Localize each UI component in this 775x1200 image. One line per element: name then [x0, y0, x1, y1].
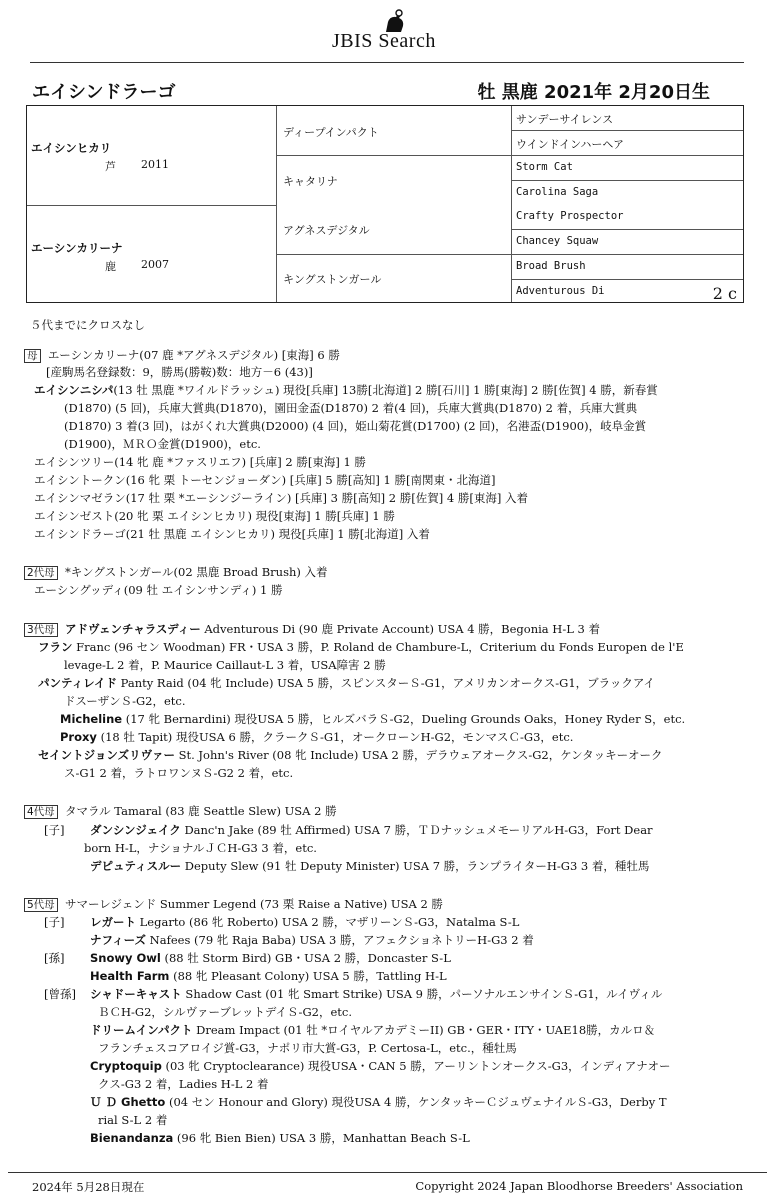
sire-year: 2011	[141, 158, 169, 171]
entry-detail: Legarto (86 牝 Roberto) USA 2 勝，マザリーンＳ-G3，Natalma S-L	[136, 915, 520, 929]
sire-name: エイシンヒカリ	[31, 141, 112, 155]
section-label-gen2dam: 2代母	[24, 566, 58, 580]
jbis-logo[interactable]	[326, 6, 466, 54]
dam-name: エーシンカリーナ	[31, 241, 123, 255]
entry-detail: フランチェスコアロイジ賞-G3，ナポリ市大賞-G3，P. Certosa-L，etc.，種牡馬	[98, 1041, 517, 1055]
entry-detail: ＢＣH-G2，シルヴァーブレットデイＳ-G2，etc.	[98, 1005, 352, 1019]
gen2-sire-dam: キャタリナ	[283, 175, 338, 188]
offspring-detail: (13 牡 黒鹿 *ワイルドラッシュ) 現役[兵庫] 13勝[北海道] 2 勝[石川] 1 勝[東海] 2 勝[佐賀] 4 勝，新春賞	[113, 383, 658, 397]
entry-detail: (88 牡 Storm Bird) GB・USA 2 勝，Doncaster S-L	[160, 951, 451, 965]
entry-name: Micheline	[60, 712, 123, 726]
gen3-2: ウインドインハーヘア	[516, 138, 625, 151]
entry-name: Proxy	[60, 730, 97, 744]
entry-detail: Danc'n Jake (89 牡 Affirmed) USA 7 勝，ＴＤナッシュメモーリアルH-G3，Fort Dear	[180, 823, 653, 837]
entry-detail: クス-G3 2 着，Ladies H-L 2 着	[98, 1077, 269, 1091]
dam-stats: [産駒馬名登録数：9，勝馬(勝鞍)数：地方－6 (43)]	[46, 365, 313, 379]
gen3dam-detail: Adventurous Di (90 鹿 Private Account) USA 4 勝，Begonia H-L 3 着	[200, 622, 600, 636]
gen2-dam-dam: キングストンガール	[283, 273, 382, 286]
gen3-8: Adventurous Di	[516, 285, 605, 297]
offspring-line: エイシンゼスト(20 牝 栗 エイシンヒカリ) 現役[東海] 1 勝[兵庫] 1 勝	[34, 509, 395, 523]
entry-detail: (04 セン Honour and Glory) 現役USA 4 勝，ケンタッキーＣジュヴェナイルＳ-G3，Derby T	[165, 1095, 667, 1109]
entry-detail: Nafees (79 牝 Raja Baba) USA 3 勝，アフェクショネトリーH-G3 2 着	[146, 933, 534, 947]
entry-name: デピュティスルー	[90, 859, 182, 873]
entry-detail: levage-L 2 着，P. Maurice Caillaut-L 3 着，USA障害 2 勝	[64, 658, 386, 672]
offspring-line: エイシントークン(16 牝 栗 トーセンジョーダン) [兵庫] 5 勝[高知] 1 勝[南関東・北海道]	[34, 473, 496, 487]
entry-detail: born H-L，ナショナルＪＣH-G3 3 着，etc.	[84, 841, 317, 855]
dam-line: エーシンカリーナ(07 鹿 *アグネスデジタル) [東海] 6 勝	[47, 348, 340, 362]
dam-cell	[27, 205, 277, 302]
section-label-gen3dam: 3代母	[24, 623, 58, 637]
cross-mark: 2 c	[712, 284, 737, 303]
relation-label: [子]	[44, 915, 65, 929]
row-divider	[277, 254, 743, 255]
entry-name: Health Farm	[90, 969, 170, 983]
entry-detail: (18 牡 Tapit) 現役USA 6 勝，クラークＳ-G1，オークローンH-G2，モンマスＣ-G3，etc.	[96, 730, 574, 744]
row-divider	[512, 279, 743, 280]
footer-copyright: Copyright 2024 Japan Bloodhorse Breeders' Association	[415, 1179, 743, 1193]
entry-detail: (96 牝 Bien Bien) USA 3 勝，Manhattan Beach S-L	[173, 1131, 470, 1145]
relation-label: [曾孫]	[44, 987, 76, 1001]
gen3-7: Broad Brush	[516, 260, 586, 272]
cross-note: ５代までにクロスなし	[30, 318, 145, 332]
section-label-gen5dam: 5代母	[24, 898, 58, 912]
entry-detail: ス-G1 2 着，ラトロワンヌＳ-G2 2 着，etc.	[64, 766, 294, 780]
offspring-name: エイシンニシパ	[34, 383, 114, 397]
horse-title	[32, 78, 744, 104]
row-divider	[512, 180, 743, 181]
row-divider	[512, 229, 743, 230]
gen3-6: Chancey Squaw	[516, 235, 599, 247]
sire-cell	[27, 106, 277, 205]
entry-name: ダンシンジェイク	[90, 823, 181, 837]
dam-year: 2007	[141, 258, 169, 271]
entry-name: レガート	[90, 915, 136, 929]
section-label-gen4dam: 4代母	[24, 805, 58, 819]
entry-detail: Franc (96 セン Woodman) FR・USA 3 勝，P. Roland de Chambure-L，Criterium du Fonds Europen de l'E	[72, 640, 684, 654]
entry-name: ナフィーズ	[90, 933, 147, 947]
gen3-5: Crafty Prospector	[516, 210, 624, 222]
gen2-sire-sire: ディープインパクト	[283, 126, 379, 139]
entry-detail: Shadow Cast (01 牝 Smart Strike) USA 9 勝，パーソナルエンサインＳ-G1，ルイヴィル	[181, 987, 663, 1001]
logo-text: JBIS Search	[332, 30, 436, 52]
entry-detail: (03 牝 Cryptoclearance) 現役USA・CAN 5 勝，アーリントンオークス-G3，インディアナオー	[161, 1059, 671, 1073]
entry-detail: Deputy Slew (91 牡 Deputy Minister) USA 7 勝，ランプライターH-G3 3 着，種牡馬	[181, 859, 650, 873]
entry-detail: ドスーザンＳ-G2，etc.	[64, 694, 186, 708]
entry-name: Bienandanza	[90, 1131, 174, 1145]
offspring-line: エイシンマゼラン(17 牡 栗 *エーシンジーライン) [兵庫] 3 勝[高知] 2 勝[佐賀] 4 勝[東海] 入着	[34, 491, 528, 505]
pedigree-table	[26, 105, 744, 303]
entry-detail: (17 牝 Bernardini) 現役USA 5 勝，ヒルズバラＳ-G2，Dueling Grounds Oaks，Honey Ryder S，etc.	[122, 712, 686, 726]
relation-label: [孫]	[44, 951, 65, 965]
offspring-detail: (D1900)，ＭＲＯ金賞(D1900)，etc.	[64, 437, 261, 451]
footer-date: 2024年 5月28日現在	[32, 1180, 145, 1194]
entry-detail: (88 牝 Pleasant Colony) USA 5 勝，Tattling H-L	[169, 969, 447, 983]
sire-color: 芦	[105, 160, 116, 173]
entry-name: セイントジョンズリヴァー	[38, 748, 175, 762]
offspring-detail: (D1870) (5 回)，兵庫大賞典(D1870)，園田金盃(D1870) 2 着(4 回)，兵庫大賞典(D1870) 2 着，兵庫大賞典	[64, 401, 638, 415]
relation-label: [子]	[44, 823, 65, 837]
row-divider	[512, 130, 743, 131]
dam-color: 鹿	[105, 260, 116, 273]
footer-divider	[8, 1172, 767, 1173]
gen2dam-line: *キングストンガール(02 黒鹿 Broad Brush) 入着	[65, 565, 328, 579]
gen3-4: Carolina Saga	[516, 186, 599, 198]
entry-name: Ｕ Ｄ Ghetto	[90, 1095, 166, 1109]
gen4dam-line: タマラル Tamaral (83 鹿 Seattle Slew) USA 2 勝	[65, 804, 337, 818]
entry-name: ドリームインパクト	[90, 1023, 193, 1037]
horse-info: 牡 黒鹿 2021年 2月20日生	[477, 82, 710, 103]
offspring-line: エイシンツリー(14 牝 鹿 *ファスリエフ) [兵庫] 2 勝[東海] 1 勝	[34, 455, 366, 469]
gen5dam-line: サマーレジェンド Summer Legend (73 栗 Raise a Native) USA 2 勝	[65, 897, 443, 911]
entry-detail: Dream Impact (01 牡 *ロイヤルアカデミーII) GB・GER・ITY・UAE18勝，カルロ＆	[192, 1023, 656, 1037]
gen3-3: Storm Cat	[516, 161, 573, 173]
row-divider	[277, 155, 743, 156]
entry-name: シャドーキャスト	[90, 987, 182, 1001]
divider	[30, 62, 744, 63]
gen3dam-name: アドヴェンチャラスディー	[65, 622, 201, 636]
entry-detail: Panty Raid (04 牝 Include) USA 5 勝，スピンスターＳ-G1，アメリカンオークス-G1，ブラックアイ	[117, 676, 655, 690]
entry-name: Cryptoquip	[90, 1059, 162, 1073]
entry-name: フラン	[38, 640, 73, 654]
entry-name: パンティレイド	[38, 676, 118, 690]
gen2-dam-sire: アグネスデジタル	[283, 224, 370, 237]
horse-name: エイシンドラーゴ	[32, 82, 176, 103]
section-label-dam: 母	[24, 349, 41, 363]
entry-detail: St. John's River (08 牝 Include) USA 2 勝，デラウェアオークス-G2，ケンタッキーオーク	[174, 748, 663, 762]
entry-detail: rial S-L 2 着	[98, 1113, 168, 1127]
gen3-1: サンデーサイレンス	[516, 113, 614, 126]
entry-name: Snowy Owl	[90, 951, 161, 965]
gen2dam-offspring: エーシングッディ(09 牡 エイシンサンディ) 1 勝	[34, 583, 283, 597]
offspring-detail: (D1870) 3 着(3 回)，はがくれ大賞典(D2000) (4 回)，姫山菊花賞(D1700) (2 回)，名港盃(D1900)，岐阜金賞	[64, 419, 647, 433]
offspring-line: エイシンドラーゴ(21 牡 黒鹿 エイシンヒカリ) 現役[兵庫] 1 勝[北海道] 入着	[34, 527, 430, 541]
